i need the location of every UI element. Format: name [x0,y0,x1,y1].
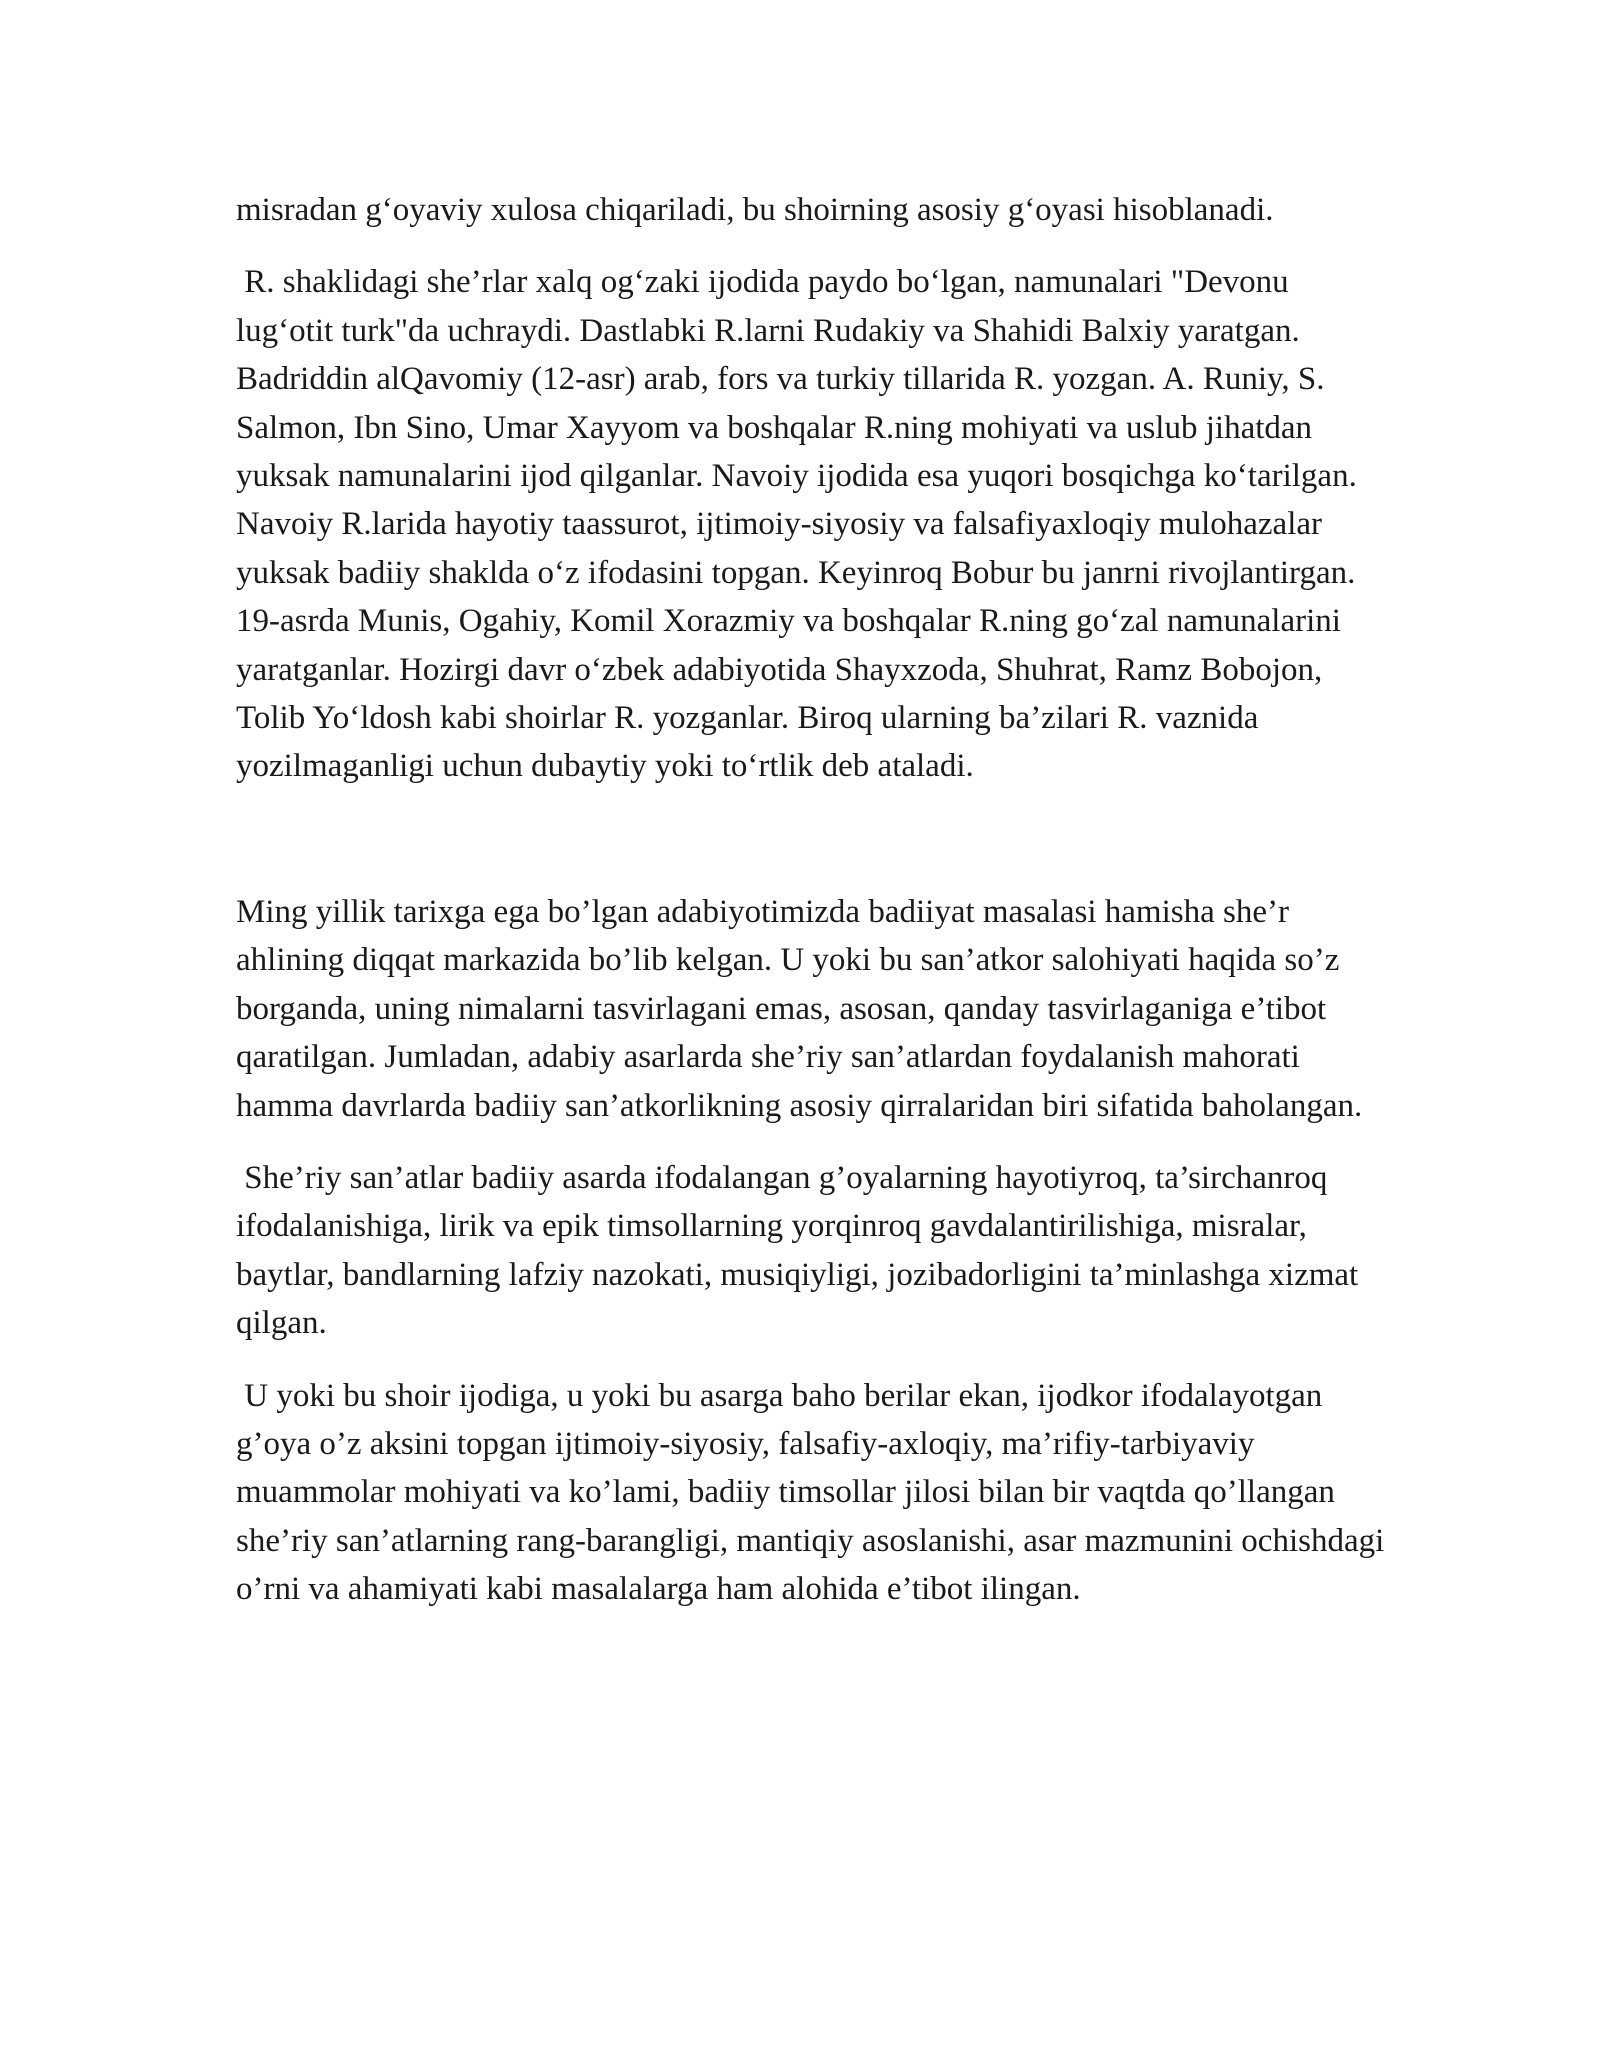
paragraph-spacer [236,1348,1386,1372]
section-spacer [236,791,1386,888]
paragraph-1: misradan g‘oyaviy xulosa chiqariladi, bu shoirning asosiy g‘oyasi hisoblanadi. [236,192,1274,228]
paragraph-4: She’riy san’atlar badiiy asarda ifodalangan g’oyalarning hayotiyroq, ta’sirchanroq ifodalanishiga, lirik va epik timsollarning yorqinroq gavdalantirilishiga, misralar, baytlar, bandlarning lafziy nazokati, musiqiyligi, jozibadorligini ta’minlashga xizmat qilgan. [236,1159,1367,1342]
paragraph-2: R. shaklidagi she’rlar xalq og‘zaki ijodida paydo bo‘lgan, namunalari "Devonu lug‘otit turk"da uchraydi. Dastlabki R.larni Rudakiy va Shahidi Balxiy yaratgan. Badriddin alQavomiy (12-asr) arab, fors va turkiy tillarida R. yozgan. A. Runiy, S. Salmon, Ibn Sino, Umar Xayyom va boshqalar R.ning mohiyati va uslub jihatdan yuksak namunalarini ijod qilganlar. Navoiy ijodida esa yuqori bosqichga ko‘tarilgan. Navoiy R.larida hayotiy taassurot, ijtimoiy-siyosiy va falsafiyaxloqiy mulohazalar yuksak badiiy shaklda o‘z ifodasini topgan. Keyinroq Bobur bu janrni rivojlantirgan. 19-asrda Munis, Ogahiy, Komil Xorazmiy va boshqalar R.ning go‘zal namunalarini yaratganlar. Hozirgi davr o‘zbek adabiyotida Shayxzoda, Shuhrat, Ramz Bobojon, Tolib Yo‘ldosh kabi shoirlar R. yozganlar. Biroq ularning ba’zilari R. vaznida yozilmaganligi uchun dubaytiy yoki to‘rtlik deb ataladi. [236,264,1366,785]
paragraph-5: U yoki bu shoir ijodiga, u yoki bu asarga baho berilar ekan, ijodkor ifodalayotgan g’oya o’z aksini topgan ijtimoiy-siyosiy, falsafiy-axloqiy, ma’rifiy-tarbiyaviy muammolar mohiyati va ko’lami, badiiy timsollar jilosi bilan bir vaqtda qo’llangan she’riy san’atlarning rang-barangligi, mantiqiy asoslanishi, asar mazmunini ochishdagi o’rni va ahamiyati kabi masalalarga ham alohida e’tibot ilingan. [236,1377,1393,1608]
document-page [236,186,1393,1614]
paragraph-3: Ming yillik tarixga ega bo’lgan adabiyotimizda badiiyat masalasi hamisha she’r ahlining diqqat markazida bo’lib kelgan. U yoki bu san’atkor salohiyati haqida so’z borganda, uning nimalarni tasvirlagani emas, asosan, qanday tasvirlaganiga e’tibot qaratilgan. Jumladan, adabiy asarlarda she’riy san’atlardan foydalanish mahorati hamma davrlarda badiiy san’atkorlikning asosiy qirralaridan biri sifatida baholangan. [236,893,1363,1124]
paragraph-spacer [236,1130,1386,1154]
paragraph-spacer [236,234,1386,258]
